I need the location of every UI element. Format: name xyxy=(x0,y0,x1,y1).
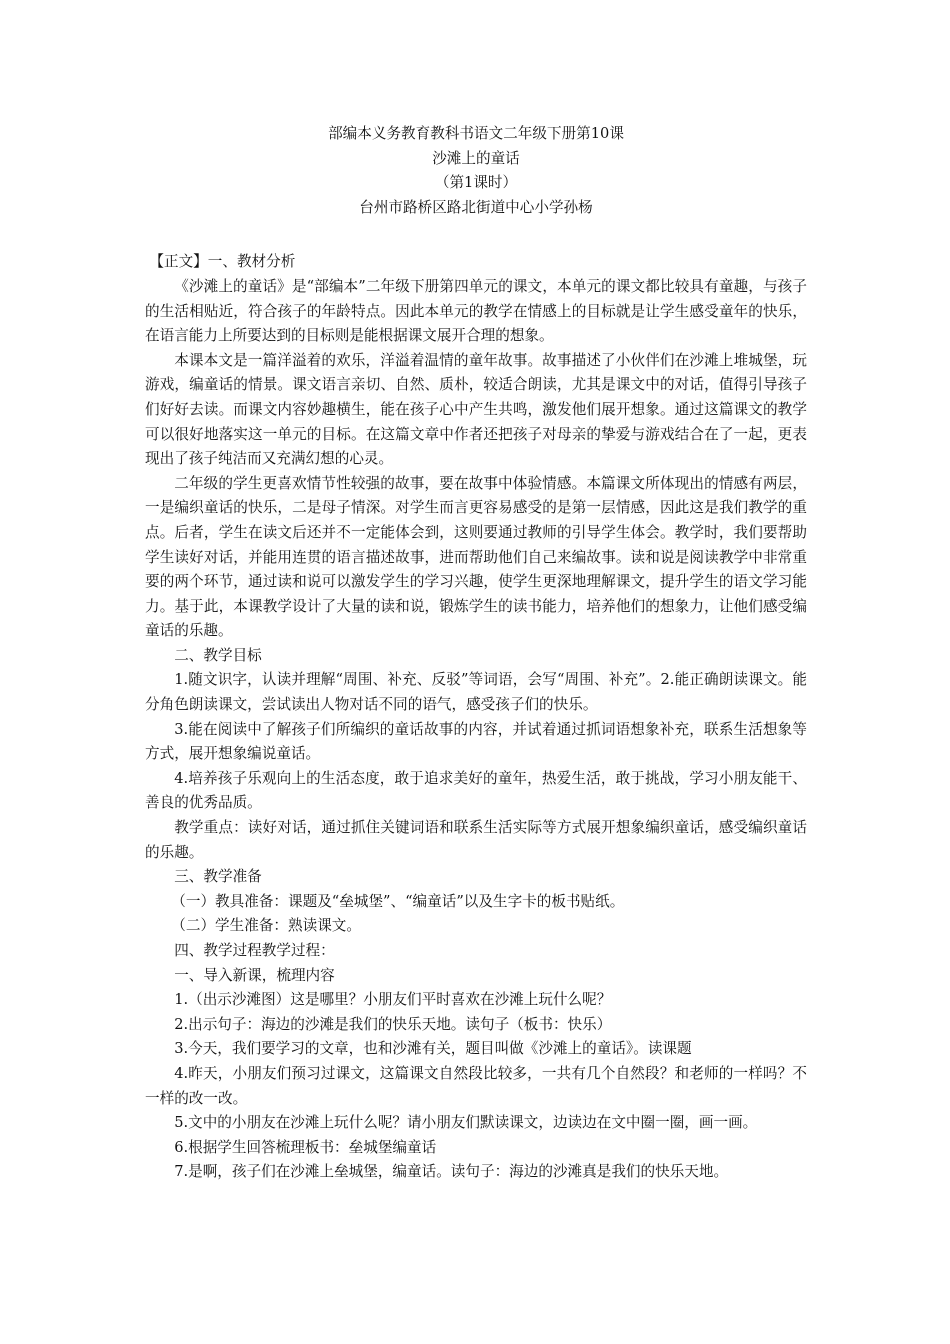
paragraph: 3.今天，我们要学习的文章，也和沙滩有关，题目叫做《沙滩上的童话》。读课题 xyxy=(174,1040,692,1058)
course-title: 部编本义务教育教科书语文二年级下册第10课 xyxy=(328,125,624,142)
paragraph: 《沙滩上的童话》是“部编本”二年级下册第四单元的课文，本单元的课文都比较具有童趣，与孩子的生活相贴近，符合孩子的年龄特点。因此本单元的教学在情感上的目标就是让学生感受童年的快乐，在语言能力上所要达到的目标则是能根据课文展开合理的想象。 xyxy=(145,277,807,345)
lesson-title: 沙滩上的童话 xyxy=(432,149,520,167)
document-page xyxy=(145,122,807,1185)
paragraph: （二）学生准备：熟读课文。 xyxy=(171,917,361,935)
paragraph: 一、导入新课，梳理内容 xyxy=(174,966,335,984)
paragraph: 【正文】一、教材分析 xyxy=(149,253,296,271)
paragraph: 二年级的学生更喜欢情节性较强的故事，要在故事中体验情感。本篇课文所体现出的情感有两层，一是编织童话的快乐，二是母子情深。对学生而言更容易感受的是第一层情感，因此这是我们教学的重点。后者，学生在读文后还并不一定能体会到，这则要通过教师的引导学生体会。教学时，我们要帮助学生读好对话，并能用连贯的语言描述故事，进而帮助他们自己来编故事。读和说是阅读教学中非常重要的两个环节，通过读和说可以激发学生的学习兴趣，使学生更深地理解课文，提升学生的语文学习能力。基于此，本课教学设计了大量的读和说，锻炼学生的读书能力，培养他们的想象力，让他们感受编童话的乐趣。 xyxy=(145,474,807,640)
paragraph: 1.（出示沙滩图）这是哪里？小朋友们平时喜欢在沙滩上玩什么呢？ xyxy=(174,991,612,1009)
paragraph: 三、教学准备 xyxy=(174,868,262,886)
paragraph: 教学重点：读好对话，通过抓住关键词语和联系生活实际等方式展开想象编织童话，感受编织童话的乐趣。 xyxy=(145,819,807,861)
session-label: （第1课时） xyxy=(434,174,518,192)
paragraph: 6.根据学生回答梳理板书：垒城堡编童话 xyxy=(174,1138,437,1156)
paragraph: 四、教学过程教学过程： xyxy=(174,942,335,959)
paragraph: 4.昨天，小朋友们预习过课文，这篇课文自然段比较多，一共有几个自然段？和老师的一样吗？不一样的改一改。 xyxy=(145,1064,807,1107)
paragraph: 二、教学目标 xyxy=(174,646,262,664)
paragraph: （一）教具准备：课题及“垒城堡”、“编童话”以及生字卡的板书贴纸。 xyxy=(171,892,625,910)
author-line: 台州市路桥区路北街道中心小学孙杨 xyxy=(359,198,593,216)
paragraph: 1.随文识字，认读并理解“周围、补充、反驳”等词语，会写“周围、补充”。2.能正确朗读课文。能分角色朗读课文，尝试读出人物对话不同的语气，感受孩子们的快乐。 xyxy=(145,671,807,714)
paragraph: 2.出示句子：海边的沙滩是我们的快乐天地。读句子（板书：快乐） xyxy=(174,1015,612,1033)
document-body xyxy=(145,250,807,1185)
paragraph: 7.是啊，孩子们在沙滩上垒城堡，编童话。读句子：海边的沙滩真是我们的快乐天地。 xyxy=(174,1163,729,1181)
document-header xyxy=(145,122,807,220)
paragraph: 5.文中的小朋友在沙滩上玩什么呢？请小朋友们默读课文，边读边在文中圈一圈，画一画。 xyxy=(174,1114,758,1132)
paragraph: 3.能在阅读中了解孩子们所编织的童话故事的内容，并试着通过抓词语想象补充，联系生活想象等方式，展开想象编说童话。 xyxy=(145,720,807,763)
spacer xyxy=(145,220,807,250)
paragraph: 4.培养孩子乐观向上的生活态度，敢于追求美好的童年，热爱生活，敢于挑战，学习小朋友能干、善良的优秀品质。 xyxy=(145,769,807,812)
paragraph: 本课本文是一篇洋溢着的欢乐，洋溢着温情的童年故事。故事描述了小伙伴们在沙滩上堆城堡，玩游戏，编童话的情景。课文语言亲切、自然、质朴，较适合朗读，尤其是课文中的对话，值得引导孩子们好好去读。而课文内容妙趣横生，能在孩子心中产生共鸣，激发他们展开想象。通过这篇课文的教学可以很好地落实这一单元的目标。在这篇文章中作者还把孩子对母亲的挚爱与游戏结合在了一起，更表现出了孩子纯洁而又充满幻想的心灵。 xyxy=(145,351,807,468)
